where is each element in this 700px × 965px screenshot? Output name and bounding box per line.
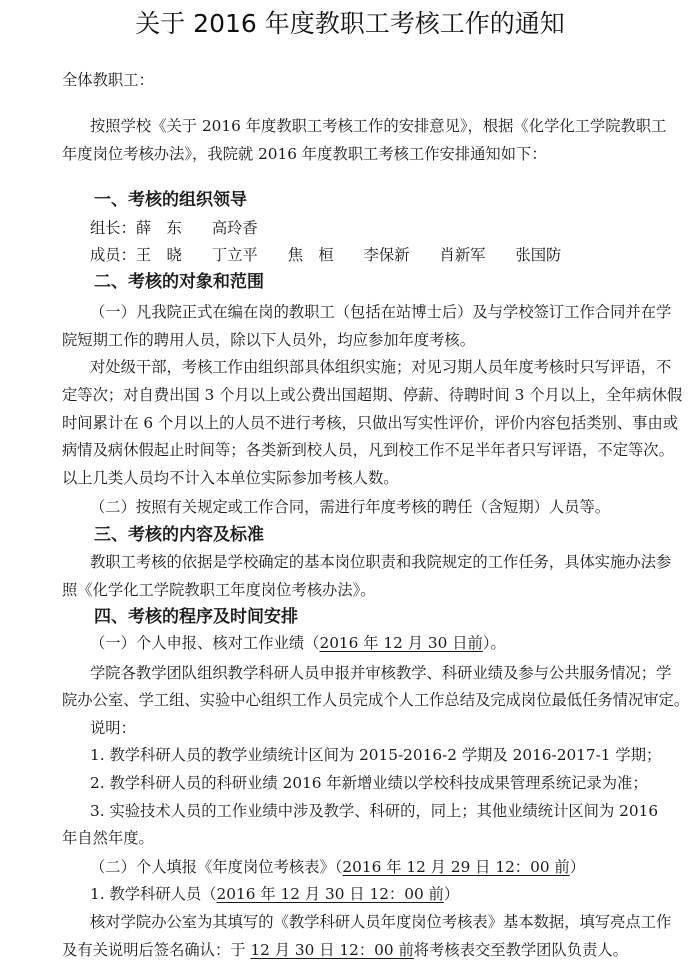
paragraph-line: 对处级干部，考核工作由组织部具体组织实施；对见习期人员年度考核时只写评语，不 <box>90 358 672 376</box>
section-heading: 四、考核的程序及时间安排 <box>94 607 298 627</box>
step-end: ） <box>569 858 586 876</box>
step-label: （一）个人申报、核对工作业绩（ <box>90 634 320 652</box>
note-item: 年自然年度。 <box>62 829 154 847</box>
paragraph-line: 定等次；对自费出国 3 个月以上或公费出国超期、停薪、待聘时间 3 个月以上，全年病休假 <box>62 386 683 404</box>
leader-name: 高玲香 <box>211 219 258 237</box>
leader-label: 组长： <box>90 219 136 237</box>
paragraph-line: （一）凡我院正式在编在岗的教职工（包括在站博士后）及与学校签订工作合同并在学 <box>90 303 672 321</box>
member-name: 李保新 <box>363 246 410 264</box>
paragraph-line: 核对学院办公室为其填写的《教学科研人员年度岗位考核表》基本数据，填写亮点工作 <box>90 913 672 931</box>
intro-line: 按照学校《关于 2016 年度教职工考核工作的安排意见》，根据《化学化工学院教职工 <box>90 117 667 135</box>
member-name: 焦 桓 <box>287 246 334 264</box>
deadline: 2016 年 12 月 30 日 12：00 前 <box>216 885 444 903</box>
paragraph-line <box>62 940 628 960</box>
paragraph-line: 学院各教学团队组织教学科研人员申报并审核教学、科研业绩及参与公共服务情况；学 <box>90 664 672 682</box>
member-name: 张国防 <box>515 246 562 264</box>
paragraph-line: 时间累计在 6 个月以上的人员不进行考核，只做出写实性评价，评价内容包括类别、事由或 <box>62 414 679 432</box>
section-heading: 二、考核的对象和范围 <box>94 272 264 292</box>
paragraph-line: 照《化学化工学院教职工年度岗位考核办法》。 <box>62 581 376 599</box>
leaders-line <box>90 218 258 238</box>
salutation: 全体教职工： <box>62 71 154 89</box>
sub-step-line <box>90 884 459 904</box>
step-line <box>90 857 585 877</box>
section-heading: 一、考核的组织领导 <box>94 190 247 210</box>
note-label: 说明： <box>90 719 136 737</box>
paragraph-line: 病情及病休假起止时间等；各类新到校人员，凡到校工作不足半年者只写评语，不定等次。 <box>62 441 674 459</box>
step-label: （二）个人填报《年度岗位考核表》（ <box>90 858 343 876</box>
paragraph-line: 院办公室、学工组、实验中心组织工作人员完成个人工作总结及完成岗位最低任务情况审定。 <box>62 691 690 709</box>
members-line <box>90 245 561 265</box>
sub-step-end: ） <box>443 885 460 903</box>
paragraph-line: 教职工考核的依据是学校确定的基本岗位职责和我院规定的工作任务，具体实施办法参 <box>90 553 672 571</box>
deadline: 2016 年 12 月 29 日 12：00 前 <box>342 858 570 876</box>
deadline: 2016 年 12 月 30 日前 <box>319 634 483 652</box>
sub-step-label: 1. 教学科研人员（ <box>90 885 217 903</box>
document-title: 关于 2016 年度教职工考核工作的通知 <box>135 9 565 38</box>
text: 将考核表交至教学团队负责人。 <box>413 941 628 959</box>
paragraph-line: 以上几类人员均不计入本单位实际参加考核人数。 <box>62 469 399 487</box>
section-heading: 三、考核的内容及标准 <box>94 525 264 545</box>
member-name: 肖新军 <box>439 246 486 264</box>
member-label: 成员： <box>90 246 136 264</box>
step-end: ）。 <box>482 634 506 652</box>
deadline: 12 月 30 日 12：00 前 <box>250 941 414 959</box>
note-item: 1. 教学科研人员的教学业绩统计区间为 2015-2016-2 学期及 2016-2017-1 学期； <box>90 746 662 764</box>
leader-name: 薛 东 <box>135 219 182 237</box>
step-line <box>90 633 506 653</box>
member-name: 王 晓 <box>135 246 182 264</box>
intro-line: 年度岗位考核办法》，我院就 2016 年度教职工考核工作安排通知如下： <box>62 145 547 163</box>
member-name: 丁立平 <box>211 246 258 264</box>
note-item: 3. 实验技术人员的工作业绩中涉及教学、科研的，同上；其他业绩统计区间为 2016 <box>90 802 659 820</box>
paragraph-line: （二）按照有关规定或工作合同，需进行年度考核的聘任（含短期）人员等。 <box>90 498 611 516</box>
text: 及有关说明后签名确认：于 <box>62 941 251 959</box>
note-item: 2. 教学科研人员的科研业绩 2016 年新增业绩以学校科技成果管理系统记录为准； <box>90 774 648 792</box>
paragraph-line: 院短期工作的聘用人员，除以下人员外，均应参加年度考核。 <box>62 331 476 349</box>
